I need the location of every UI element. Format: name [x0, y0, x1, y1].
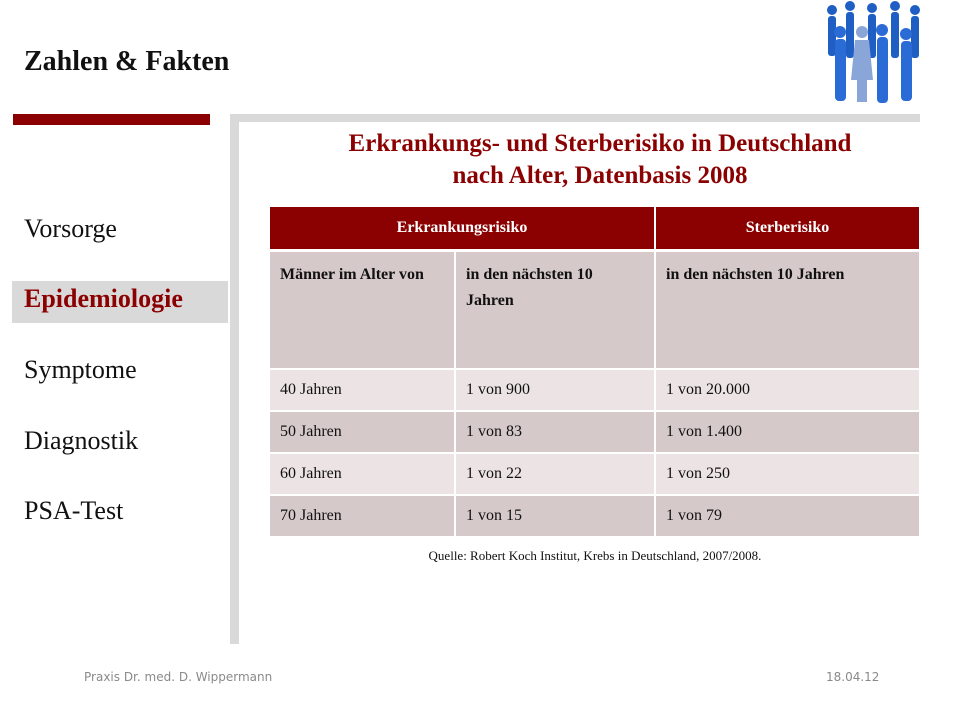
cell-erkrankung: 1 von 22	[455, 453, 655, 495]
cell-age: 60 Jahren	[270, 453, 455, 495]
table-row	[270, 411, 920, 453]
top-divider	[230, 114, 920, 122]
nav-item-symptome[interactable]: Symptome	[24, 355, 137, 384]
cell-sterbe: 1 von 79	[655, 495, 920, 537]
cell-age: 70 Jahren	[270, 495, 455, 537]
slide-title-line1: Erkrankungs- und Sterberisiko in Deutschland	[348, 130, 852, 157]
slide-title-line2: nach Alter, Datenbasis 2008	[452, 162, 748, 189]
accent-bar	[13, 114, 210, 125]
footer-practice-name: Praxis Dr. med. D. Wippermann	[84, 670, 273, 684]
cell-sterbe: 1 von 20.000	[655, 369, 920, 411]
table-row	[270, 453, 920, 495]
nav-item-diagnostik[interactable]: Diagnostik	[24, 426, 139, 455]
subheader-age: Männer im Alter von	[270, 251, 455, 370]
table-row	[270, 495, 920, 537]
nav-item-epidemiologie[interactable]: Epidemiologie	[24, 284, 183, 313]
header-sterberisiko: Sterberisiko	[655, 207, 920, 251]
subheader-sterbe: in den nächsten 10 Jahren	[655, 251, 920, 370]
cell-sterbe: 1 von 250	[655, 453, 920, 495]
table-row	[270, 369, 920, 411]
nav-item-psa-test[interactable]: PSA-Test	[24, 496, 124, 525]
cell-erkrankung: 1 von 15	[455, 495, 655, 537]
footer-date: 18.04.12	[826, 670, 880, 684]
nav-item-vorsorge[interactable]: Vorsorge	[24, 214, 117, 243]
header-title: Zahlen & Fakten	[24, 46, 230, 77]
cell-erkrankung: 1 von 83	[455, 411, 655, 453]
source-note: Quelle: Robert Koch Institut, Krebs in Deutschland, 2007/2008.	[428, 548, 762, 563]
header-erkrankungsrisiko: Erkrankungsrisiko	[270, 207, 655, 251]
cell-age: 50 Jahren	[270, 411, 455, 453]
table-header-row	[270, 207, 920, 251]
risk-table	[270, 207, 921, 538]
left-divider	[230, 114, 239, 644]
people-group-icon	[820, 0, 925, 108]
slide-title	[290, 128, 910, 192]
cell-erkrankung: 1 von 900	[455, 369, 655, 411]
table-subheader-row	[270, 251, 920, 370]
cell-sterbe: 1 von 1.400	[655, 411, 920, 453]
cell-age: 40 Jahren	[270, 369, 455, 411]
subheader-erkrankung: in den nächsten 10 Jahren	[455, 251, 655, 370]
